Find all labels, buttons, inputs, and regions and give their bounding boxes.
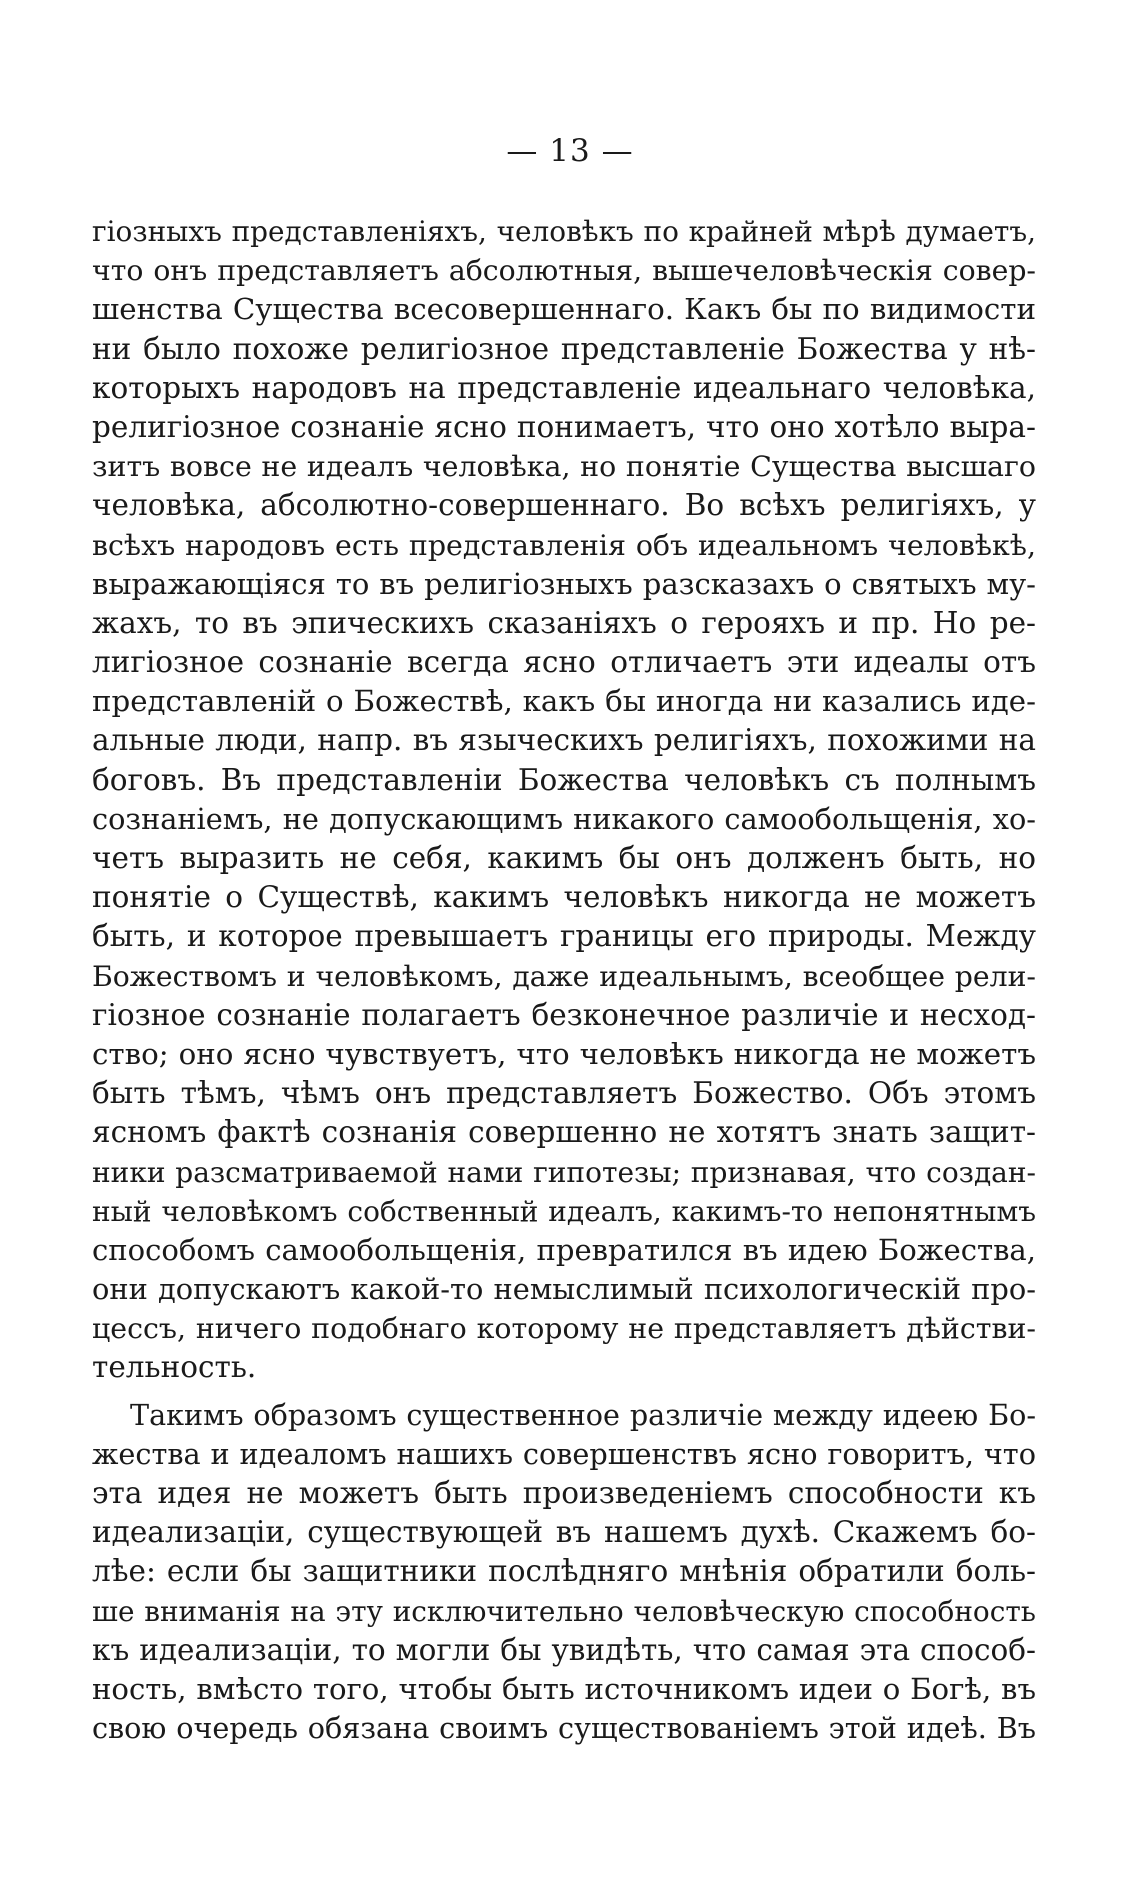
text-line: выражающіяся то въ религіозныхъ разсказахъ о святыхъ му-	[92, 566, 1036, 601]
text-line: они допускаютъ какой-то немыслимый психологическій про-	[92, 1272, 1036, 1307]
body-text	[92, 212, 1036, 1748]
text-line: альные люди, напр. въ языческихъ религіяхъ, похожими на	[92, 723, 1036, 758]
text-line: шенства Существа всесовершеннаго. Какъ бы по видимости	[92, 292, 1036, 327]
text-line: всѣхъ народовъ есть представленія объ идеальномъ человѣкѣ,	[92, 528, 1036, 562]
text-line: Такимъ образомъ существенное различіе между идеею Бо-	[130, 1397, 1036, 1432]
text-line: ше вниманія на эту исключительно человѣческую способность	[92, 1594, 1036, 1628]
text-line: ный человѣкомъ собственный идеалъ, какимъ-то непонятнымъ	[92, 1194, 1036, 1228]
text-line: эта идея не можетъ быть произведеніемъ способности къ	[92, 1476, 1036, 1510]
text-line: что онъ представляетъ абсолютныя, вышечеловѣческія совер-	[92, 254, 1036, 288]
text-line: гіозное сознаніе полагаетъ безконечное различіе и несход-	[92, 997, 1036, 1032]
page-number: — 13 —	[506, 133, 634, 169]
text-line: цессъ, ничего подобнаго которому не представляетъ дѣйстви-	[92, 1312, 1036, 1346]
text-line: лигіозное сознаніе всегда ясно отличаетъ эти идеалы отъ	[92, 645, 1036, 680]
text-line: къ идеализаціи, то могли бы увидѣть, что самая эта способ-	[92, 1632, 1036, 1667]
text-line: ники разсматриваемой нами гипотезы; признавая, что создан-	[92, 1155, 1036, 1189]
text-line: зитъ вовсе не идеалъ человѣка, но понятіе Существа высшаго	[92, 450, 1036, 484]
text-line: ни было похоже религіозное представленіе Божества у нѣ-	[92, 331, 1036, 366]
text-line: которыхъ народовъ на представленіе идеальнаго человѣка,	[92, 370, 1036, 405]
text-line: боговъ. Въ представленіи Божества человѣкъ съ полнымъ	[92, 762, 1036, 797]
text-line: быть, и которое превышаетъ границы его природы. Между	[92, 919, 1036, 954]
text-line: жества и идеаломъ нашихъ совершенствъ ясно говоритъ, что	[92, 1436, 1036, 1471]
text-line: сознаніемъ, не допускающимъ никакого самообольщенія, хо-	[92, 801, 1036, 836]
text-line: быть тѣмъ, чѣмъ онъ представляетъ Божество. Объ этомъ	[92, 1076, 1036, 1111]
paragraph-gap	[92, 1388, 1036, 1396]
text-line: ство; оно ясно чувствуетъ, что человѣкъ никогда не можетъ	[92, 1036, 1036, 1071]
text-line: жахъ, то въ эпическихъ сказаніяхъ о герояхъ и пр. Но ре-	[92, 605, 1036, 640]
text-line: ясномъ фактѣ сознанія совершенно не хотятъ знать защит-	[92, 1115, 1036, 1150]
text-line: тельность.	[92, 1350, 257, 1385]
text-line: идеализаціи, существующей въ нашемъ духѣ. Скажемъ бо-	[92, 1515, 1036, 1550]
text-line: лѣе: если бы защитники послѣдняго мнѣнія обратили боль-	[92, 1554, 1036, 1589]
paragraph	[92, 1396, 1036, 1749]
text-line: понятіе о Существѣ, какимъ человѣкъ никогда не можетъ	[92, 880, 1036, 915]
text-line: человѣка, абсолютно-совершеннаго. Во всѣхъ религіяхъ, у	[92, 488, 1036, 523]
text-line: представленій о Божествѣ, какъ бы иногда ни казались иде-	[92, 684, 1036, 719]
text-line: способомъ самообольщенія, превратился въ идею Божества,	[92, 1232, 1036, 1267]
text-line: ность, вмѣсто того, чтобы быть источникомъ идеи о Богѣ, въ	[92, 1671, 1036, 1706]
text-line: четъ выразить не себя, какимъ бы онъ долженъ быть, но	[92, 841, 1036, 875]
text-line: религіозное сознаніе ясно понимаетъ, что оно хотѣло выра-	[92, 409, 1036, 444]
paragraph	[92, 212, 1036, 1388]
text-line: гіозныхъ представленіяхъ, человѣкъ по крайней мѣрѣ думаетъ,	[92, 215, 1036, 248]
text-line: свою очередь обязана своимъ существованіемъ этой идеѣ. Въ	[92, 1711, 1036, 1746]
text-line: Божествомъ и человѣкомъ, даже идеальнымъ, всеобщее рели-	[92, 959, 1036, 993]
